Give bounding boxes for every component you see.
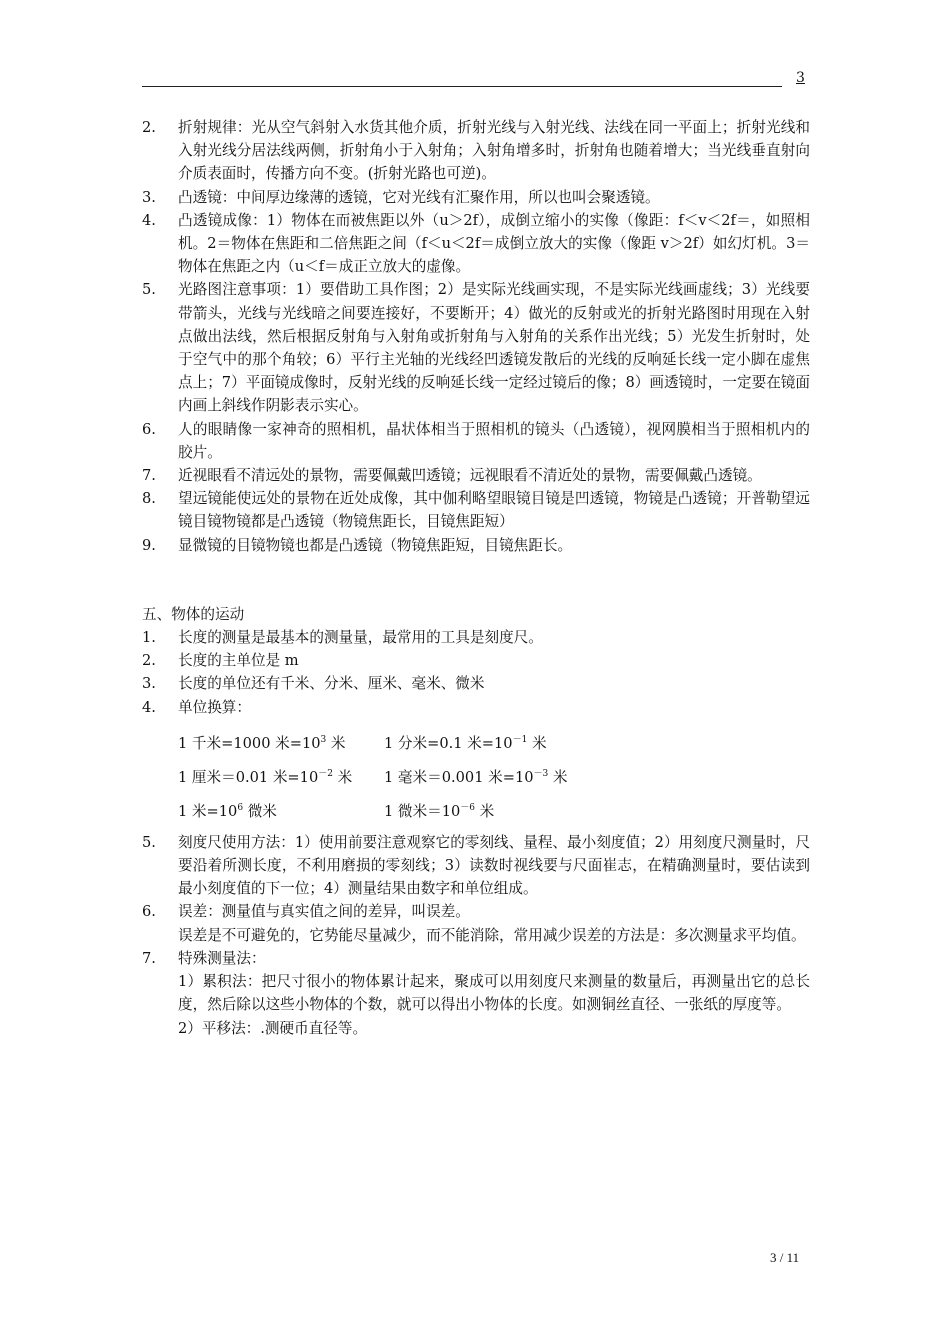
item-text: 长度的单位还有千米、分米、厘米、毫米、微米 — [178, 675, 485, 693]
formula-exponent: －1 — [512, 734, 528, 745]
list-item — [142, 116, 810, 186]
optics-list — [142, 116, 810, 557]
item-text: 长度的主单位是 m — [178, 652, 299, 670]
item-number: 2. — [142, 119, 156, 136]
conversion-row — [178, 797, 810, 821]
list-item — [142, 186, 810, 209]
formula-exponent: －2 — [318, 768, 333, 779]
item-text: 折射规律：光从空气斜射入水货其他介质，折射光线与入射光线、法线在同一平面上；折射光线和入射光线分居法线两侧，折射角小于入射角；入射角增多时，折射角也随着增大；当光线垂直射向介质表面时，传播方向不变。(折射光路也可逆)。 — [178, 119, 810, 183]
formula-exponent: －6 — [460, 802, 476, 813]
formula-exponent: 3 — [320, 734, 327, 745]
item-text: 刻度尺使用方法：1）使用前要注意观察它的零刻线、量程、最小刻度值；2）用刻度尺测量时，尺要沿着所测长度，不利用磨损的零刻线；3）读数时视线要与尺面崔志，在精确测量时，要估读到最小刻度值的下一位；4）测量结果由数字和单位组成。 — [178, 833, 810, 898]
list-item — [142, 947, 810, 970]
item-number: 8. — [142, 490, 156, 508]
item-number: 2. — [142, 652, 156, 670]
formula-exponent: 6 — [237, 802, 244, 813]
item-number: 9. — [142, 536, 156, 554]
formula-base: 1 微米＝10 — [384, 802, 461, 820]
formula-base: 1 千米=1000 米=10 — [178, 734, 321, 752]
item-number: 5. — [142, 833, 156, 851]
footer-page-label: 3 / 11 — [770, 1250, 800, 1265]
formula-unit: 米 — [475, 802, 495, 820]
page-content — [142, 116, 810, 1040]
conversion-formula — [178, 797, 384, 821]
item-text: 望远镜能使远处的景物在近处成像，其中伽利略望眼镜目镜是凹透镜，物镜是凸透镜；开普勒望远镜目镜物镜都是凸透镜（物镜焦距长，目镜焦距短） — [178, 490, 810, 531]
list-item — [142, 278, 810, 417]
motion-list-a — [142, 626, 810, 719]
formula-base: 1 分米=0.1 米=10 — [384, 734, 513, 752]
item-number: 5. — [142, 281, 156, 299]
list-item — [142, 464, 810, 487]
item-text: 凸透镜：中间厚边缘薄的透镜，它对光线有汇聚作用，所以也叫会聚透镜。 — [178, 188, 660, 206]
item-text: 凸透镜成像：1）物体在而被焦距以外（u＞2f），成倒立缩小的实像（像距：f＜v＜2f＝，如照相机。2＝物体在焦距和二倍焦距之间（f＜u＜2f＝成倒立放大的实像（像距 v＞2f）如幻灯机。3＝物体在焦距之内（u＜f＝成正立放大的虚像。 — [178, 211, 810, 276]
formula-unit: 微米 — [243, 802, 277, 820]
item-text: 近视眼看不清远处的景物，需要佩戴凹透镜；远视眼看不清近处的景物，需要佩戴凸透镜。 — [178, 467, 762, 485]
item-text: 长度的测量是最基本的测量量，最常用的工具是刻度尺。 — [178, 629, 543, 647]
list-item — [142, 649, 810, 672]
formula-base: 1 毫米＝0.001 米=10 — [384, 768, 534, 786]
list-item — [142, 534, 810, 557]
formula-unit: 米 — [527, 734, 547, 752]
item-number: 1. — [142, 629, 156, 647]
item-number: 7. — [142, 949, 156, 967]
conversion-formula — [384, 797, 494, 821]
list-item — [142, 831, 810, 901]
item-number: 6. — [142, 903, 156, 921]
item-text: 人的眼睛像一家神奇的照相机，晶状体相当于照相机的镜头（凸透镜），视网膜相当于照相机内的胶片。 — [178, 420, 810, 461]
conversion-formula — [178, 763, 384, 787]
item-text: 特殊测量法： — [178, 949, 266, 967]
item-text: 显微镜的目镜物镜也都是凸透镜（物镜焦距短，目镜焦距长。 — [178, 536, 573, 554]
conversion-formula — [384, 763, 567, 787]
item-number: 6. — [142, 420, 156, 438]
item-text: 误差：测量值与真实值之间的差异，叫误差。 — [178, 903, 470, 921]
list-item — [142, 900, 810, 923]
formula-unit: 米 — [326, 734, 346, 752]
list-item — [142, 209, 810, 279]
list-item — [142, 418, 810, 464]
conversion-formula — [384, 729, 547, 753]
item-number: 3. — [142, 675, 156, 693]
list-item — [142, 672, 810, 695]
formula-exponent: －3 — [533, 768, 549, 779]
header-page-number: 3 — [796, 70, 805, 86]
item-number: 4. — [142, 211, 156, 229]
item-text: 光路图注意事项：1）要借助工具作图；2）是实际光线画实现，不是实际光线画虚线；3）光线要带箭头，光线与光线暗之间要连接好，不要断开；4）做光的反射或光的折射光路图时用现在入射点做出法线，然后根据反射角与入射角或折射角与入射角的关系作出光线；5）光发生折射时，处于空气中的那个角较；6）平行主光轴的光线经凹透镜发散后的光线的反响延长线一定小脚在虚焦点上；7）平面镜成像时，反射光线的反响延长线一定经过镜后的像；8）画透镜时，一定要在镜面内画上斜线作阴影表示实心。 — [178, 281, 810, 415]
formula-unit: 米 — [332, 768, 353, 786]
header-rule — [142, 86, 782, 87]
list-item — [142, 696, 810, 719]
formula-base: 1 米=10 — [178, 802, 238, 820]
formula-base: 1 厘米＝0.01 米=10 — [178, 768, 319, 786]
section-title: 五、物体的运动 — [142, 605, 245, 623]
conversion-formula — [178, 729, 384, 753]
method-1: 1）累积法：把尺寸很小的物体累计起来，聚成可以用刻度尺来测量的数量后，再测量出它的总长度，然后除以这些小物体的个数，就可以得出小物体的长度。如测铜丝直径、一张纸的厚度等。 — [178, 973, 810, 1014]
unit-conversion-block — [142, 729, 810, 821]
motion-list-b — [142, 831, 810, 924]
method-2: 2）平移法：.测硬币直径等。 — [178, 1019, 368, 1037]
conversion-row — [178, 729, 810, 753]
item6-extra: 误差是不可避免的，它势能尽量减少，而不能消除，常用减少误差的方法是：多次测量求平均值。 — [178, 926, 806, 944]
conversion-row — [178, 763, 810, 787]
list-item — [142, 626, 810, 649]
item-text: 单位换算： — [178, 698, 251, 716]
item-number: 3. — [142, 188, 156, 206]
list-item — [142, 487, 810, 533]
item-number: 7. — [142, 467, 156, 485]
formula-unit: 米 — [548, 768, 568, 786]
item-number: 4. — [142, 698, 156, 716]
